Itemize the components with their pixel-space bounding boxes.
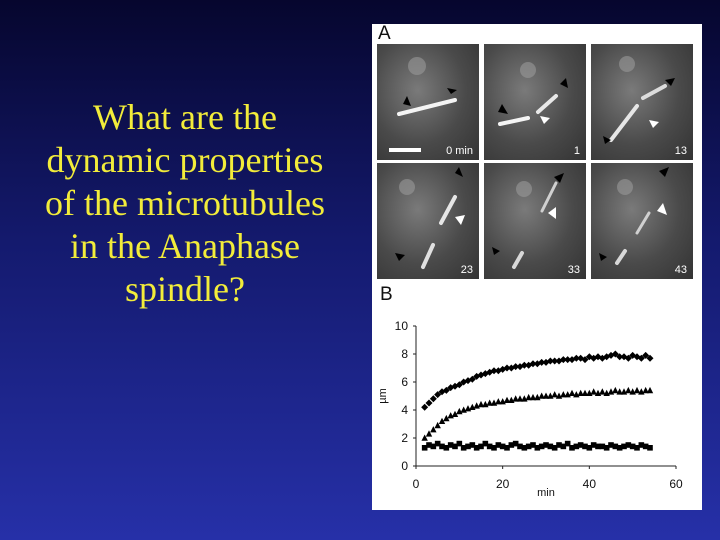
data-point-diamond bbox=[426, 400, 433, 407]
y-tick-label: 4 bbox=[401, 403, 408, 417]
y-tick-label: 6 bbox=[401, 375, 408, 389]
micrograph-frame-2 bbox=[591, 44, 693, 160]
y-tick-label: 0 bbox=[401, 459, 408, 473]
y-tick-label: 8 bbox=[401, 347, 408, 361]
scale-bar bbox=[389, 148, 421, 152]
x-axis-label: min bbox=[537, 487, 555, 499]
data-point-triangle bbox=[647, 387, 653, 393]
chart-tick-labels bbox=[395, 319, 683, 491]
data-point-triangle bbox=[551, 391, 557, 397]
data-point-diamond bbox=[421, 404, 428, 411]
x-tick-label: 60 bbox=[669, 477, 683, 491]
slide-question: What are the dynamic properties of the microtubules in the Anaphase spindle? bbox=[45, 97, 325, 309]
frame-time-label: 23 bbox=[460, 264, 473, 276]
y-tick-label: 2 bbox=[401, 431, 408, 445]
y-axis-label: µm bbox=[377, 388, 389, 404]
x-tick-label: 20 bbox=[495, 477, 510, 491]
x-tick-label: 40 bbox=[582, 477, 597, 491]
micrograph-frame-5 bbox=[591, 163, 693, 279]
chart-marks bbox=[421, 351, 653, 451]
data-point-triangle bbox=[590, 388, 596, 394]
figure-panel bbox=[372, 24, 702, 510]
panel-a-label: A bbox=[378, 23, 391, 44]
frame-time-label: 13 bbox=[674, 145, 687, 157]
data-point-square bbox=[647, 445, 653, 451]
micrograph-frame-4 bbox=[484, 163, 586, 279]
data-point-triangle bbox=[612, 387, 618, 393]
data-point-triangle bbox=[599, 388, 605, 394]
microtubule-image-4 bbox=[484, 163, 586, 279]
data-point-triangle bbox=[569, 390, 575, 396]
data-point-triangle bbox=[625, 387, 631, 393]
microtubule-image-0 bbox=[377, 44, 479, 160]
growth-chart bbox=[372, 314, 702, 510]
y-tick-label: 10 bbox=[394, 319, 408, 333]
microtubule-image-5 bbox=[591, 163, 693, 279]
micrograph-frame-1 bbox=[484, 44, 586, 160]
microtubule-image-1 bbox=[484, 44, 586, 160]
frame-time-label: 1 bbox=[573, 145, 580, 157]
data-point-diamond bbox=[430, 395, 437, 402]
frame-time-label: 33 bbox=[567, 264, 580, 276]
microtubule-image-2 bbox=[591, 44, 693, 160]
frame-time-label: 43 bbox=[674, 264, 687, 276]
panel-b-label: B bbox=[380, 284, 393, 305]
x-tick-label: 0 bbox=[412, 477, 420, 491]
micrograph-frame-3 bbox=[377, 163, 479, 279]
data-point-triangle bbox=[634, 387, 640, 393]
micrograph-frame-0 bbox=[377, 44, 479, 160]
frame-time-label: 0 min bbox=[446, 145, 473, 157]
microtubule-image-3 bbox=[377, 163, 479, 279]
